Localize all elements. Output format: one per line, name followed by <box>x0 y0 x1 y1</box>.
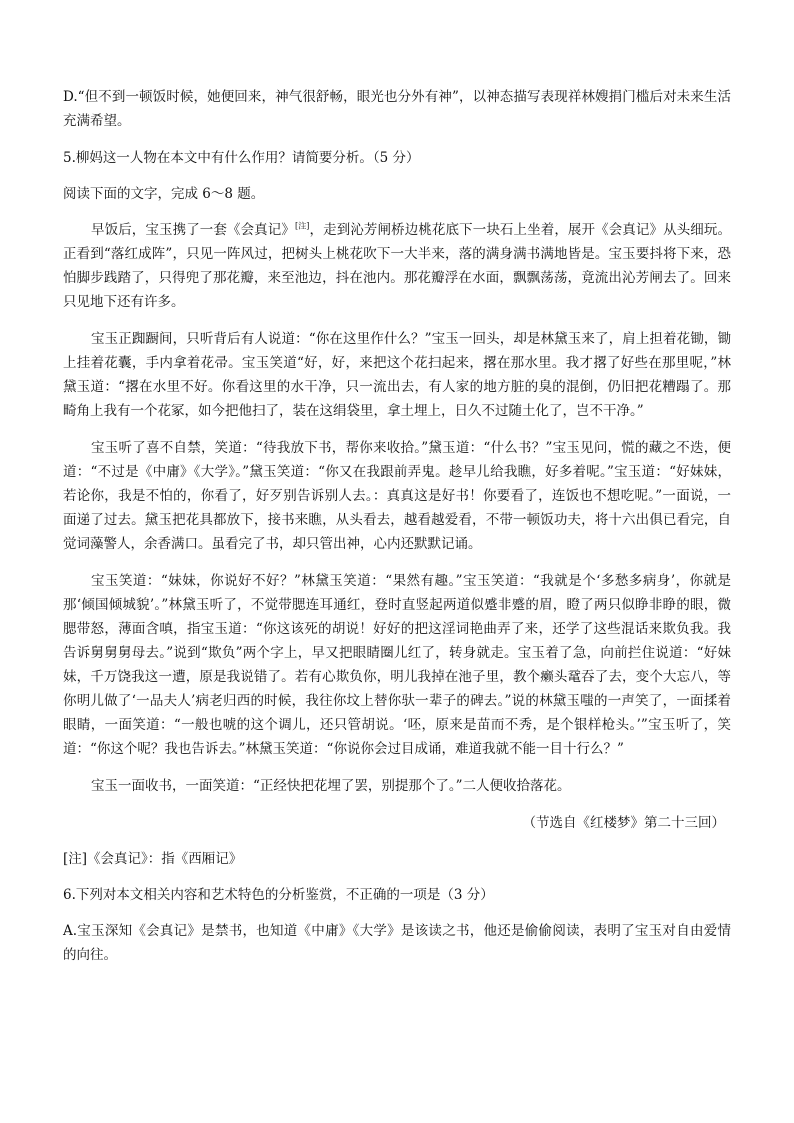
document-page <box>63 85 731 980</box>
question-5: 5.柳妈这一人物在本文中有什么作用？请简要分析。（5 分） <box>63 150 420 166</box>
passage-paragraph-2: 宝玉正踟蹰间，只听背后有人说道：“你在这里作什么？”宝玉一回头，却是林黛玉来了，肩上担着花锄，锄上挂着花囊，手内拿着花帚。宝玉笑道“好，好，来把这个花扫起来，撂在那水里。我才撂了好些在那里呢，”林黛玉道：“撂在水里不好。你看这里的水干净，只一流出去，有人家的地方脏的臭的混倒，仍旧把花糟蹋了。那畸角上我有一个花冢，如今把他扫了，装在这绢袋里，拿土埋上，日久不过随土化了，岂不干净。” <box>63 331 731 419</box>
option-d: D.“但不到一顿饭时候，她便回来，神气很舒畅，眼光也分外有神”，以神态描写表现祥林嫂捐门槛后对未来生活充满希望。 <box>63 89 731 129</box>
passage-paragraph-3: 宝玉听了喜不自禁，笑道：“待我放下书，帮你来收拾。”黛玉道：“什么书？”宝玉见问，慌的藏之不迭，便道：“不过是《中庸》《大学》。”黛玉笑道：“你又在我跟前弄鬼。趁早儿给我瞧，好多着呢。”宝玉道：“好妹妹，若论你，我是不怕的，你看了，好歹别告诉别人去。：真真这是好书！你要看了，连饭也不想吃呢。”一面说，一面递了过去。黛玉把花具都放下，接书来瞧，从头看去，越看越爱看，不带一顿饭功夫，将十六出俱已看完，自觉词藻警人，余香满口。虽看完了书，却只管出神，心内还默默记诵。 <box>63 440 731 552</box>
question-6: 6.下列对本文相关内容和艺术特色的分析鉴赏，不正确的一项是（3 分） <box>63 887 494 903</box>
option-a: A.宝玉深知《会真记》是禁书，也知道《中庸》《大学》是该读之书，他还是偷偷阅读，表明了宝玉对自由爱情的向往。 <box>63 923 731 963</box>
footnote: [注]《会真记》：指《西厢记》 <box>63 851 243 867</box>
passage-text: ，走到沁芳闸桥边桃花底下一块石上坐着，展开《会真记》从头细玩。正看到“落红成阵”，只见一阵风过，把树头上桃花吹下一大半来，落的满身满书满地皆是。宝玉要抖将下来，恐怕脚步践踏了，只得兜了那花瓣，来至池边，抖在池内。那花瓣浮在水面，飘飘荡荡，竟流出沁芳闸去了。回来只见地下还有许多。 <box>63 222 732 310</box>
footnote-marker: [注] <box>294 221 310 231</box>
passage-text: 早饭后，宝玉携了一套《会真记》 <box>91 222 295 238</box>
passage-paragraph-1 <box>63 218 731 314</box>
passage-paragraph-5: 宝玉一面收书，一面笑道：“正经快把花埋了罢，别提那个了。”二人便收拾落花。 <box>91 778 571 794</box>
passage-paragraph-4: 宝玉笑道：“妹妹，你说好不好？”林黛玉笑道：“果然有趣。”宝玉笑道：“我就是个‘多愁多病身’，你就是那‘倾国倾城貌’。”林黛玉听了，不觉带腮连耳通红，登时直竖起两道似蹙非蹙的眉，瞪了两只似睁非睁的眼，微腮带怒，薄面含嗔，指宝玉道：“你这该死的胡说！好好的把这淫词艳曲弄了来，还学了这些混话来欺负我。我告诉舅舅舅母去。”说到“欺负”两个字上，早又把眼睛圈儿红了，转身就走。宝玉着了急，向前拦住说道：“好妹妹，千万饶我这一遭，原是我说错了。若有心欺负你，明儿我掉在池子里，教个癞头鼋吞了去，变个大忘八，等你明儿做了‘一品夫人’病老归西的时候，我往你坟上替你驮一辈子的碑去。”说的林黛玉嗤的一声笑了，一面揉着眼睛，一面笑道：“一般也唬的这个调儿，还只管胡说。‘呸，原来是苗而不秀，是个银样枪头。’”宝玉听了，笑道：“你这个呢？我也告诉去。”林黛玉笑道：“你说你会过目成诵，难道我就不能一目十行么？” <box>63 573 731 757</box>
passage-source: （节选自《红楼梦》第二十三回） <box>522 815 725 831</box>
reading-instruction: 阅读下面的文字，完成 6～8 题。 <box>63 186 265 202</box>
